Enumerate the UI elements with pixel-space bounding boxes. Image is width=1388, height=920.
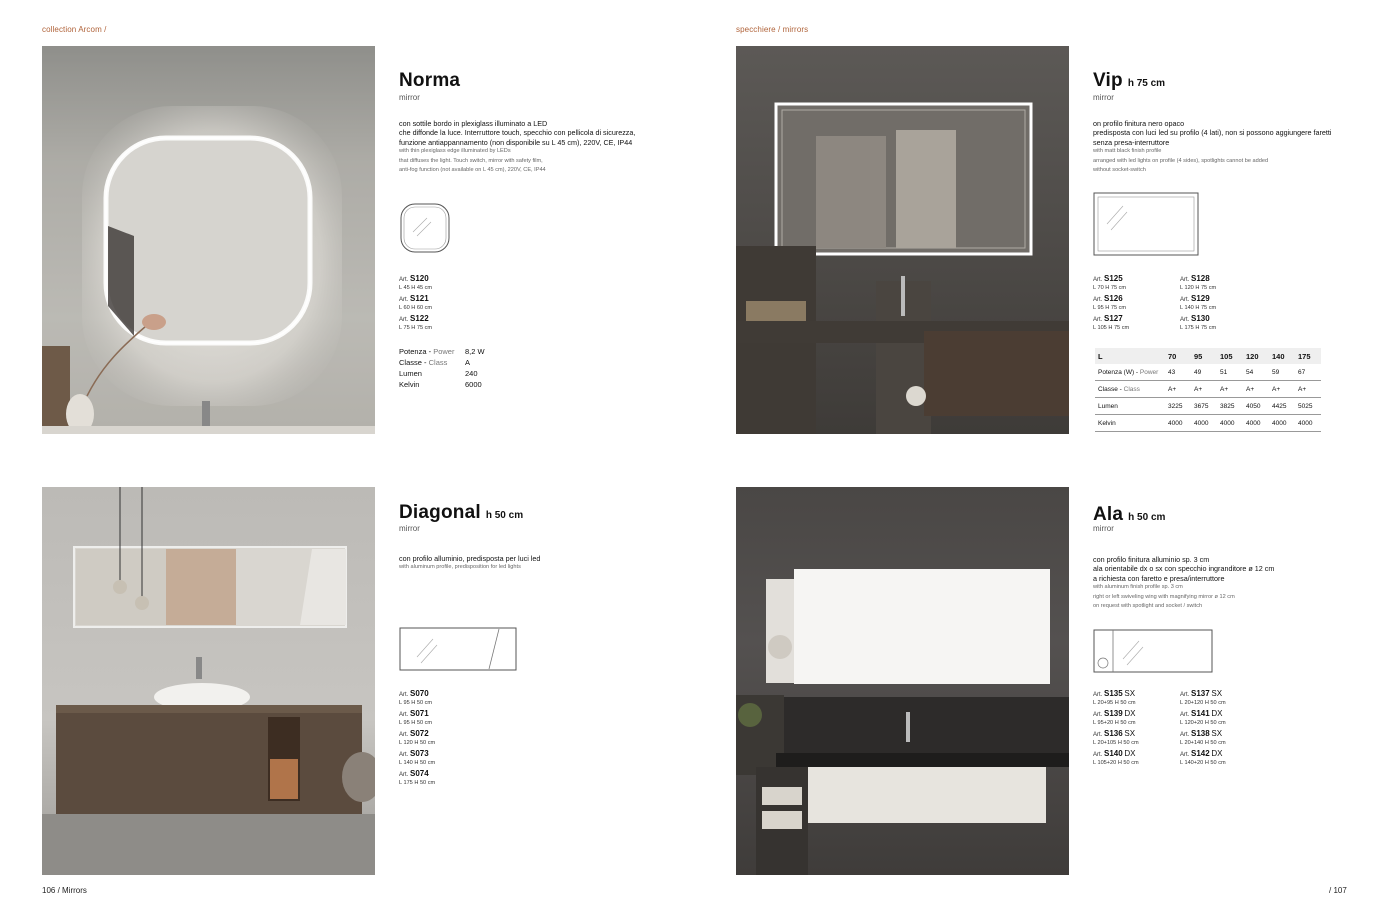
- article-item: Art. S128 L 120 H 75 cm: [1180, 274, 1217, 291]
- diagonal-description: con profilo alluminio, predisposta per luci led with aluminum profile, predisposition for led lights: [399, 554, 541, 571]
- norma-specs-table: [399, 346, 485, 390]
- article-item: Art. S074 L 175 H 50 cm: [399, 769, 436, 786]
- vip-power-table: [1095, 348, 1321, 432]
- ala-articles-left: [1093, 690, 1139, 770]
- article-item: Art. S127 L 105 H 75 cm: [1093, 314, 1130, 331]
- article-item: Art. S140 DX L 105+20 H 50 cm: [1093, 749, 1139, 766]
- article-item: Art. S072 L 120 H 50 cm: [399, 729, 436, 746]
- article-item: Art. S135 SX L 20+95 H 50 cm: [1093, 689, 1136, 706]
- norma-photo: [42, 46, 375, 434]
- spec-row: Classe - Class A: [399, 358, 471, 367]
- vip-description: on profilo finitura nero opaco predisposta con luci led su profilo (4 lati), non si possono aggiungere faretti senza presa-interruttore with matt black finish profile arranged with led lights on profile (4 sides), spotlights cannot be added without socket-switch: [1093, 119, 1332, 174]
- norma-articles: [399, 275, 432, 335]
- header-section: specchiere / mirrors: [736, 25, 809, 34]
- article-item: Art. S142 DX L 140+20 H 50 cm: [1180, 749, 1226, 766]
- article-item: Art. S137 SX L 20+120 H 50 cm: [1180, 689, 1226, 706]
- article-item: Art. S130 L 175 H 75 cm: [1180, 314, 1217, 331]
- article-item: Art. S071 L 95 H 50 cm: [399, 709, 433, 726]
- article-item: Art. S129 L 140 H 75 cm: [1180, 294, 1217, 311]
- vip-photo: [736, 46, 1069, 434]
- norma-description: con sottile bordo in plexiglass illuminato a LED che diffonde la luce. Interruttore touch, specchio con pellicola di sicurezza, funzione antiappannamento (non disponibile su L 45 cm), 220V, CE, IP44 with thin plexiglass edge illuminated by LEDs that diffuses the light. Touch switch, mirror with safety film, anti-fog function (not available on L 45 cm), 220V, CE, IP44: [399, 119, 636, 174]
- footer-right-page: / 107: [1329, 886, 1347, 895]
- article-item: Art. S073 L 140 H 50 cm: [399, 749, 436, 766]
- vip-subtitle: mirror: [1093, 93, 1114, 102]
- spec-row: Kelvin 6000: [399, 380, 482, 389]
- table-row: Potenza (W) - Power 43 49 51 54 59 67: [1095, 364, 1321, 381]
- table-row: Classe - Class A+ A+ A+ A+ A+ A+: [1095, 381, 1321, 398]
- ala-sketch-icon: [1093, 629, 1213, 673]
- article-item: Art. S141 DX L 120+20 H 50 cm: [1180, 709, 1226, 726]
- table-header-row: L 70 95 105 120 140 175: [1095, 348, 1321, 364]
- article-item: Art. S139 DX L 95+20 H 50 cm: [1093, 709, 1136, 726]
- diagonal-photo: [42, 487, 375, 875]
- vip-articles-right: [1180, 275, 1216, 335]
- norma-sketch-icon: [399, 202, 453, 254]
- vip-title: Vip h 75 cm: [1093, 70, 1166, 91]
- diagonal-title: Diagonal h 50 cm: [399, 502, 524, 523]
- vip-articles-left: [1093, 275, 1129, 335]
- article-item: Art. S125 L 70 H 75 cm: [1093, 274, 1127, 291]
- norma-title: Norma: [399, 70, 461, 91]
- article-item: Art. S120 L 45 H 45 cm: [399, 274, 433, 291]
- footer-left-page: 106 / Mirrors: [42, 886, 87, 895]
- header-collection: collection Arcom /: [42, 25, 107, 34]
- table-row: Lumen 3225 3675 3825 4050 4425 5025: [1095, 398, 1321, 415]
- ala-description: con profilo finitura alluminio sp. 3 cm ala orientabile dx o sx con specchio ingranditore ø 12 cm a richiesta con faretto e presa/interruttore with aluminum finish profile sp. 3 cm right or left swiveling wing with magnifying mirror ø 12 cm on request with spotlight and socket / switch: [1093, 555, 1275, 610]
- ala-subtitle: mirror: [1093, 524, 1114, 533]
- ala-title: Ala h 50 cm: [1093, 504, 1166, 525]
- article-item: Art. S126 L 95 H 75 cm: [1093, 294, 1127, 311]
- article-item: Art. S122 L 75 H 75 cm: [399, 314, 433, 331]
- article-item: Art. S070 L 95 H 50 cm: [399, 689, 433, 706]
- diagonal-subtitle: mirror: [399, 524, 420, 533]
- spec-row: Potenza - Power 8,2 W: [399, 347, 485, 356]
- article-item: Art. S121 L 60 H 60 cm: [399, 294, 433, 311]
- diagonal-sketch-icon: [399, 627, 519, 671]
- vip-sketch-icon: [1093, 192, 1199, 256]
- norma-subtitle: mirror: [399, 93, 420, 102]
- article-item: Art. S136 SX L 20+105 H 50 cm: [1093, 729, 1139, 746]
- ala-articles-right: [1180, 690, 1226, 770]
- diagonal-articles: [399, 690, 435, 790]
- spec-row: Lumen 240: [399, 369, 478, 378]
- table-row: Kelvin 4000 4000 4000 4000 4000 4000: [1095, 415, 1321, 432]
- article-item: Art. S138 SX L 20+140 H 50 cm: [1180, 729, 1226, 746]
- ala-photo: [736, 487, 1069, 875]
